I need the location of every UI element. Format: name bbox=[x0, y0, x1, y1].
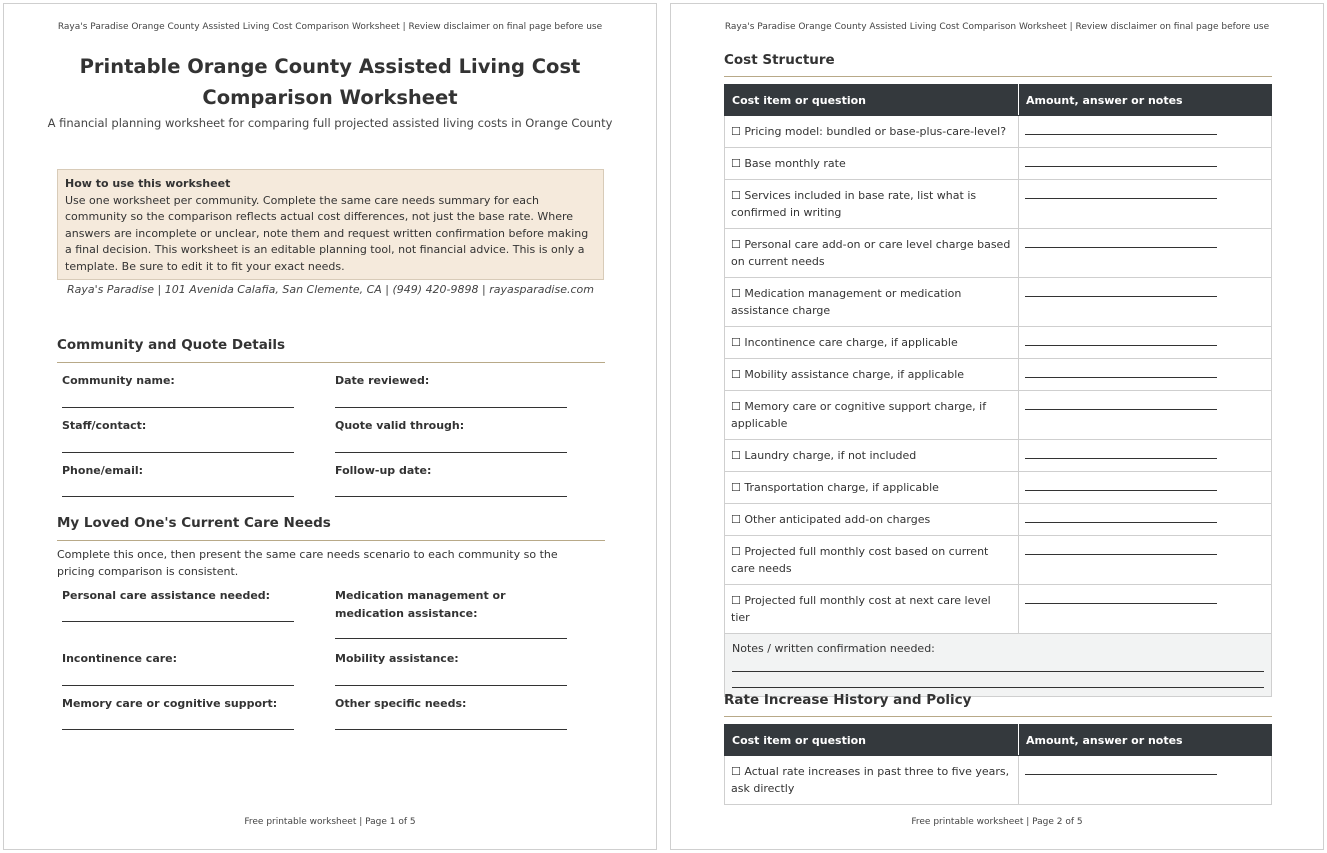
quote-valid-through-line[interactable] bbox=[335, 452, 567, 453]
answer-cell[interactable] bbox=[1019, 504, 1272, 536]
table-row bbox=[725, 327, 1272, 359]
incontinence-care-field[interactable] bbox=[62, 650, 294, 668]
table-row bbox=[725, 504, 1272, 536]
answer-line bbox=[1025, 134, 1217, 135]
notes-row bbox=[725, 634, 1272, 697]
table-row bbox=[725, 180, 1272, 229]
answer-cell[interactable] bbox=[1019, 180, 1272, 229]
answer-line bbox=[1025, 296, 1217, 297]
cost-item-checkbox[interactable]: ☐ Incontinence care charge, if applicable bbox=[725, 327, 1019, 359]
answer-cell[interactable] bbox=[1019, 472, 1272, 504]
cost-item-checkbox[interactable]: ☐ Other anticipated add-on charges bbox=[725, 504, 1019, 536]
page-title: Printable Orange County Assisted Living Cost Comparison Worksheet bbox=[79, 55, 581, 109]
field-label: Follow-up date: bbox=[335, 464, 432, 477]
cost-structure-table bbox=[724, 84, 1272, 697]
memory-care-line[interactable] bbox=[62, 729, 294, 730]
table-row bbox=[725, 278, 1272, 327]
table-row bbox=[725, 440, 1272, 472]
field-label: Memory care or cognitive support: bbox=[62, 697, 278, 710]
answer-line bbox=[1025, 377, 1217, 378]
cost-item-checkbox[interactable]: ☐ Laundry charge, if not included bbox=[725, 440, 1019, 472]
personal-care-line[interactable] bbox=[62, 621, 294, 622]
how-to-use-box bbox=[57, 169, 604, 280]
quote-valid-through-field[interactable] bbox=[335, 417, 567, 435]
field-label: Mobility assistance: bbox=[335, 652, 459, 665]
cost-item-checkbox[interactable]: ☐ Mobility assistance charge, if applicable bbox=[725, 359, 1019, 391]
answer-cell[interactable] bbox=[1019, 536, 1272, 585]
table-row bbox=[725, 359, 1272, 391]
notes-line[interactable] bbox=[732, 671, 1264, 672]
rate-increase-table bbox=[724, 724, 1272, 805]
date-reviewed-line[interactable] bbox=[335, 407, 567, 408]
notes-label: Notes / written confirmation needed: bbox=[732, 642, 935, 655]
worksheet-page-1 bbox=[3, 3, 657, 850]
column-header-answer: Amount, answer or notes bbox=[1019, 725, 1272, 756]
cost-item-checkbox[interactable]: ☐ Projected full monthly cost at next care level tier bbox=[725, 585, 1019, 634]
cost-item-checkbox[interactable]: ☐ Projected full monthly cost based on current care needs bbox=[725, 536, 1019, 585]
answer-cell[interactable] bbox=[1019, 327, 1272, 359]
answer-line bbox=[1025, 166, 1217, 167]
answer-line bbox=[1025, 490, 1217, 491]
medication-management-field[interactable] bbox=[335, 587, 567, 623]
other-needs-line[interactable] bbox=[335, 729, 567, 730]
table-row bbox=[725, 391, 1272, 440]
answer-line bbox=[1025, 554, 1217, 555]
staff-contact-field[interactable] bbox=[62, 417, 294, 435]
answer-cell[interactable] bbox=[1019, 148, 1272, 180]
table-header-row bbox=[725, 725, 1272, 756]
staff-contact-line[interactable] bbox=[62, 452, 294, 453]
community-quote-heading: Community and Quote Details bbox=[57, 337, 286, 353]
medication-management-line[interactable] bbox=[335, 638, 567, 639]
table-header-row bbox=[725, 85, 1272, 116]
cost-item-checkbox[interactable]: ☐ Medication management or medication assistance charge bbox=[725, 278, 1019, 327]
care-needs-heading: My Loved One's Current Care Needs bbox=[57, 515, 331, 531]
answer-line bbox=[1025, 458, 1217, 459]
answer-line bbox=[1025, 198, 1217, 199]
page-footer: Free printable worksheet | Page 2 of 5 bbox=[911, 817, 1083, 827]
page-subtitle: A financial planning worksheet for comparing full projected assisted living costs in Orange County bbox=[47, 116, 613, 130]
answer-cell[interactable] bbox=[1019, 229, 1272, 278]
answer-line bbox=[1025, 522, 1217, 523]
answer-line bbox=[1025, 345, 1217, 346]
notes-cell[interactable] bbox=[725, 634, 1272, 697]
table-row bbox=[725, 472, 1272, 504]
mobility-assistance-line[interactable] bbox=[335, 685, 567, 686]
field-label: Quote valid through: bbox=[335, 419, 465, 432]
column-header-item: Cost item or question bbox=[725, 85, 1019, 116]
answer-cell[interactable] bbox=[1019, 359, 1272, 391]
cost-item-checkbox[interactable]: ☐ Services included in base rate, list what is confirmed in writing bbox=[725, 180, 1019, 229]
cost-item-checkbox[interactable]: ☐ Memory care or cognitive support charge, if applicable bbox=[725, 391, 1019, 440]
answer-cell[interactable] bbox=[1019, 278, 1272, 327]
mobility-assistance-field[interactable] bbox=[335, 650, 567, 668]
table-row bbox=[725, 585, 1272, 634]
field-label: Other specific needs: bbox=[335, 697, 467, 710]
how-to-use-title: How to use this worksheet bbox=[65, 177, 231, 190]
cost-item-checkbox[interactable]: ☐ Actual rate increases in past three to five years, ask directly bbox=[725, 756, 1019, 805]
other-needs-field[interactable] bbox=[335, 695, 567, 713]
answer-line bbox=[1025, 409, 1217, 410]
notes-line[interactable] bbox=[732, 687, 1264, 688]
answer-cell[interactable] bbox=[1019, 391, 1272, 440]
field-label: Date reviewed: bbox=[335, 374, 430, 387]
section-divider bbox=[57, 540, 605, 541]
community-name-field[interactable] bbox=[62, 372, 294, 390]
table-row bbox=[725, 229, 1272, 278]
contact-line: Raya's Paradise | 101 Avenida Calafia, San Clemente, CA | (949) 420-9898 | rayasparadise.com bbox=[67, 283, 594, 296]
cost-item-checkbox[interactable]: ☐ Base monthly rate bbox=[725, 148, 1019, 180]
incontinence-care-line[interactable] bbox=[62, 685, 294, 686]
memory-care-field[interactable] bbox=[62, 695, 294, 713]
answer-line bbox=[1025, 774, 1217, 775]
answer-cell[interactable] bbox=[1019, 585, 1272, 634]
answer-line bbox=[1025, 603, 1217, 604]
field-label: Community name: bbox=[62, 374, 175, 387]
phone-email-line[interactable] bbox=[62, 496, 294, 497]
personal-care-field[interactable] bbox=[62, 587, 294, 605]
table-row bbox=[725, 756, 1272, 805]
column-header-answer: Amount, answer or notes bbox=[1019, 85, 1272, 116]
section-divider bbox=[724, 76, 1272, 77]
answer-cell[interactable] bbox=[1019, 440, 1272, 472]
section-divider bbox=[724, 716, 1272, 717]
worksheet-page-2 bbox=[670, 3, 1324, 850]
cost-structure-heading: Cost Structure bbox=[724, 52, 835, 68]
table-row bbox=[725, 536, 1272, 585]
care-needs-intro: Complete this once, then present the same care needs scenario to each community so the pricing comparison is consistent. bbox=[57, 548, 558, 578]
answer-cell[interactable] bbox=[1019, 116, 1272, 148]
answer-cell[interactable] bbox=[1019, 756, 1272, 805]
date-reviewed-field[interactable] bbox=[335, 372, 567, 390]
follow-up-date-line[interactable] bbox=[335, 496, 567, 497]
page-header: Raya's Paradise Orange County Assisted Living Cost Comparison Worksheet | Review disclaimer on final page before use bbox=[724, 22, 1270, 32]
phone-email-field[interactable] bbox=[62, 462, 294, 480]
how-to-use-text: Use one worksheet per community. Complete the same care needs summary for each community so the comparison reflects actual cost differences, not just the base rate. Where answers are incomplete or unclear, note them and request written confirmation before making a final decision. This worksheet is an editable planning tool, not financial advice. This is only a template. Be sure to edit it to fit your exact needs. bbox=[65, 193, 589, 273]
table-row bbox=[725, 116, 1272, 148]
community-name-line[interactable] bbox=[62, 407, 294, 408]
column-header-item: Cost item or question bbox=[725, 725, 1019, 756]
answer-line bbox=[1025, 247, 1217, 248]
page-footer: Free printable worksheet | Page 1 of 5 bbox=[244, 817, 416, 827]
field-label: Medication management or medication assistance: bbox=[335, 589, 506, 620]
cost-item-checkbox[interactable]: ☐ Pricing model: bundled or base-plus-care-level? bbox=[725, 116, 1019, 148]
field-label: Phone/email: bbox=[62, 464, 144, 477]
rate-increase-heading: Rate Increase History and Policy bbox=[724, 692, 972, 708]
field-label: Incontinence care: bbox=[62, 652, 178, 665]
follow-up-date-field[interactable] bbox=[335, 462, 567, 480]
cost-item-checkbox[interactable]: ☐ Personal care add-on or care level charge based on current needs bbox=[725, 229, 1019, 278]
field-label: Personal care assistance needed: bbox=[62, 589, 271, 602]
table-row bbox=[725, 148, 1272, 180]
section-divider bbox=[57, 362, 605, 363]
page-header: Raya's Paradise Orange County Assisted Living Cost Comparison Worksheet | Review disclaimer on final page before use bbox=[57, 22, 603, 32]
field-label: Staff/contact: bbox=[62, 419, 147, 432]
cost-item-checkbox[interactable]: ☐ Transportation charge, if applicable bbox=[725, 472, 1019, 504]
